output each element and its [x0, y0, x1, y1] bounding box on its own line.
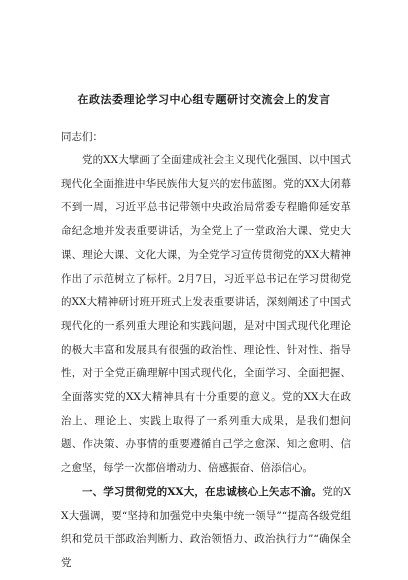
document-title: 在政法委理论学习中心组专题研讨交流会上的发言 — [77, 93, 331, 106]
section-heading-one: 一、学习贯彻党的XX大，在忠诚核心上矢志不渝。 — [82, 485, 323, 498]
salutation: 同志们： — [61, 131, 103, 143]
document-body — [61, 149, 351, 576]
paragraph-section-one — [61, 481, 351, 576]
paragraph-intro: 党的XX大擘画了全面建成社会主义现代化强国、以中国式现代化全面推进中华民族伟大复兴的宏伟蓝图。党的XX大闭幕不到一周，习近平总书记带领中央政治局常委专程瞻仰延安革命纪念地并发表重要讲话，为全党上了一堂政治大课、党史大课、理论大课、文化大课，为全党学习宣传贯彻党的XX大精神作出了示范树立了标杆。2月7日，习近平总书记在学习贯彻党的XX大精神研讨班开班式上发表重要讲话，深刻阐述了中国式现代化的一系列重大理论和实践问题，是对中国式现代化理论的极大丰富和发展具有很强的政治性、理论性、针对性、指导性，对于全党正确理解中国式现代化，全面学习、全面把握、全面落实党的XX大精神具有十分重要的意义。党的XX大在政治上、理论上、实践上取得了一系列重大成果，是我们想问题、作决策、办事情的重要遵循自己学之愈深、知之愈明、信之愈坚，每学一次都倍增动力、倍感振奋、倍添信心。 — [61, 154, 351, 475]
section-one-text: 党的XX大强调，要“坚持和加强党中央集中统一领导”“提高各级党组织和党员干部政治判断力、政治领悟力、政治执行力”“确保全党 — [61, 485, 351, 569]
